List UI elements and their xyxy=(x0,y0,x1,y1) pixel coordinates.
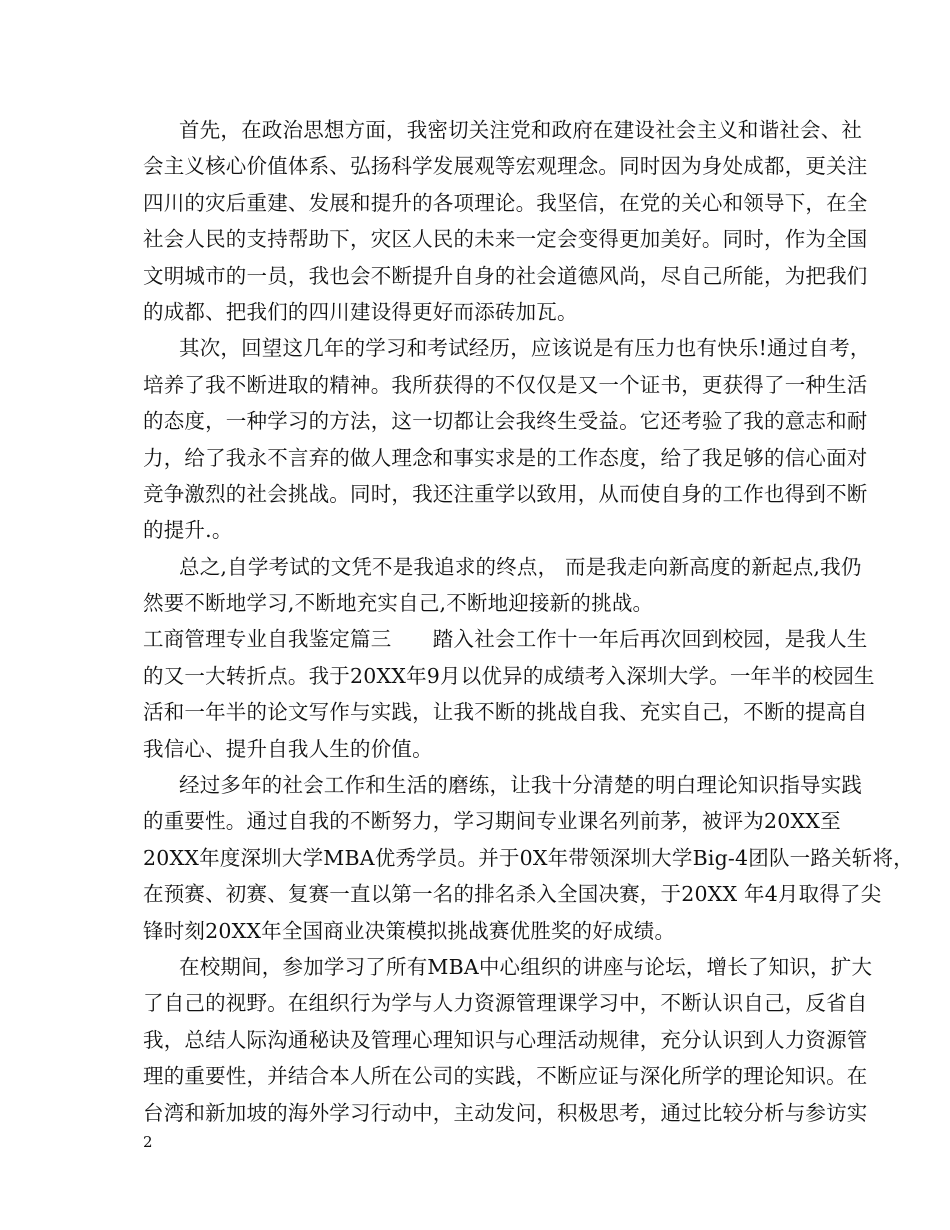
section-heading-line: 工商管理专业自我鉴定篇三 踏入社会工作十一年后再次回到校园，是我人生 xyxy=(143,627,868,652)
text-line: 会主义核心价值体系、弘扬科学发展观等宏观理念。同时因为身处成都，更关注 xyxy=(143,154,868,179)
document-body xyxy=(143,112,914,1131)
text-line: 理的重要性，并结合本人所在公司的实践，不断应证与深化所学的理论知识。在 xyxy=(143,1064,868,1089)
text-line: 力，给了我永不言弃的做人理念和事实求是的工作态度，给了我足够的信心面对 xyxy=(143,445,868,470)
text-line: 文明城市的一员，我也会不断提升自身的社会道德风尚，尽自己所能，为把我们 xyxy=(143,263,868,288)
text-line: 20XX年度深圳大学MBA优秀学员。并于0X年带领深圳大学Big-4团队一路关斩将， xyxy=(143,845,914,870)
text-line: 在校期间，参加学习了所有MBA中心组织的讲座与论坛，增长了知识，扩大 xyxy=(179,954,873,979)
text-line: 的成都、把我们的四川建设得更好而添砖加瓦。 xyxy=(143,299,578,324)
text-line: 的重要性。通过自我的不断努力，学习期间专业课名列前茅，被评为20XX至 xyxy=(143,809,841,834)
text-line: 锋时刻20XX年全国商业决策模拟挑战赛优胜奖的好成绩。 xyxy=(143,918,676,943)
text-line: 我，总结人际沟通秘诀及管理心理知识与心理活动规律，充分认识到人力资源管 xyxy=(143,1027,868,1052)
text-line: 在预赛、初赛、复赛一直以第一名的排名杀入全国决赛，于20XX 年4月取得了尖 xyxy=(143,882,882,907)
text-line: 的又一大转折点。我于20XX年9月以优异的成绩考入深圳大学。一年半的校园生 xyxy=(143,663,875,688)
text-line: 竞争激烈的社会挑战。同时，我还注重学以致用，从而使自身的工作也得到不断 xyxy=(143,481,868,506)
text-line: 经过多年的社会工作和生活的磨练，让我十分清楚的明白理论知识指导实践 xyxy=(179,773,863,798)
text-line: 培养了我不断进取的精神。我所获得的不仅仅是又一个证书，更获得了一种生活 xyxy=(143,372,868,397)
text-line: 社会人民的支持帮助下，灾区人民的未来一定会变得更加美好。同时，作为全国 xyxy=(143,227,868,252)
text-line: 首先，在政治思想方面，我密切关注党和政府在建设社会主义和谐社会、社 xyxy=(179,118,863,142)
text-line: 了自己的视野。在组织行为学与人力资源管理课学习中，不断认识自己，反省自 xyxy=(143,991,868,1016)
text-line: 总之,自学考试的文凭不是我追求的终点， 而是我走向新高度的新起点,我仍 xyxy=(179,554,862,579)
text-line: 其次，回望这几年的学习和考试经历，应该说是有压力也有快乐!通过自考， xyxy=(179,336,871,361)
text-line: 四川的灾后重建、发展和提升的各项理论。我坚信，在党的关心和领导下，在全 xyxy=(143,190,868,215)
text-line: 的提升.。 xyxy=(143,518,233,543)
text-line: 我信心、提升自我人生的价值。 xyxy=(143,736,433,761)
text-line: 台湾和新加坡的海外学习行动中，主动发问，积极思考，通过比较分析与参访实 xyxy=(143,1100,868,1125)
text-line: 活和一年半的论文写作与实践，让我不断的挑战自我、充实自己，不断的提高自 xyxy=(143,700,868,725)
text-line: 的态度，一种学习的方法，这一切都让会我终生受益。它还考验了我的意志和耐 xyxy=(143,409,868,434)
page-number: 2 xyxy=(143,1133,153,1151)
text-line: 然要不断地学习,不断地充实自己,不断地迎接新的挑战。 xyxy=(143,591,654,616)
